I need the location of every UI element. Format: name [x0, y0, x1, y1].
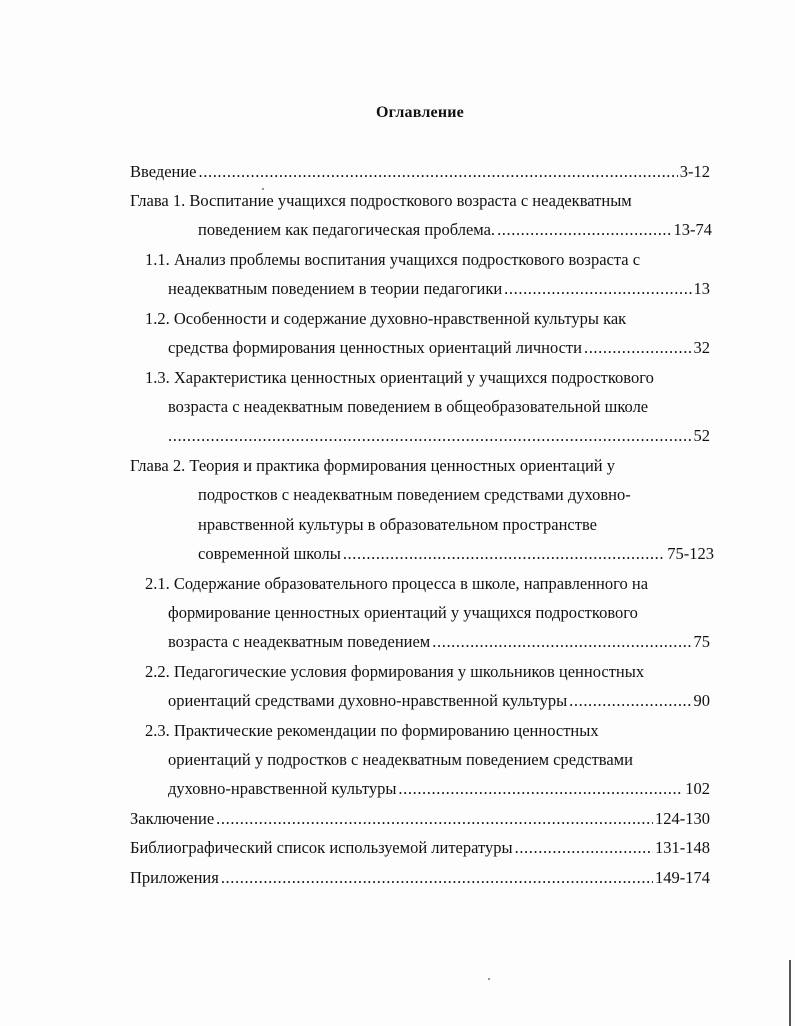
- leader-dots: [584, 336, 692, 360]
- toc-chapter-1-line-1: Глава 1. Воспитание учащихся подросткового возраста с неадекватным: [130, 191, 632, 210]
- page-number: 102: [685, 779, 710, 798]
- leader-dots: [168, 424, 692, 448]
- toc-section-1-2-line-1: 1.2. Особенности и содержание духовно-нравственной культуры как: [145, 309, 627, 328]
- entry-title: Заключение: [130, 809, 215, 828]
- entry-title: поведением как педагогическая проблема.: [198, 220, 496, 239]
- leader-dots: [432, 630, 691, 654]
- toc-section-1-2: [168, 336, 710, 360]
- leader-dots: [216, 807, 653, 831]
- toc-section-2-3-line-1: 2.3. Практические рекомендации по формированию ценностных: [145, 721, 599, 740]
- toc-entry-bibliography: [130, 836, 710, 860]
- page-number: 75-123: [667, 544, 714, 563]
- toc-entry-conclusion: [130, 807, 710, 831]
- page-number: 13: [693, 279, 710, 298]
- toc-section-1-3-line-1: 1.3. Характеристика ценностных ориентаций у учащихся подросткового: [145, 368, 654, 387]
- toc-section-2-1-line-1: 2.1. Содержание образовательного процесса в школе, направленного на: [145, 574, 649, 593]
- toc-chapter-2-line-3: нравственной культуры в образовательном пространстве: [198, 515, 597, 534]
- scan-edge-shadow: [789, 960, 791, 1026]
- leader-dots: [221, 866, 653, 890]
- toc-section-2-2: [168, 689, 710, 713]
- entry-title: неадекватным поведением в теории педагогики: [168, 279, 503, 298]
- scan-speck: [488, 978, 490, 980]
- toc-section-1-1-line-1: 1.1. Анализ проблемы воспитания учащихся подросткового возраста с: [145, 250, 641, 269]
- page-number: 52: [693, 426, 710, 445]
- entry-title: Библиографический список используемой литературы: [130, 838, 513, 857]
- toc-entry-appendix: [130, 866, 710, 890]
- toc-chapter-1: [198, 218, 712, 242]
- page-number: 75: [693, 632, 710, 651]
- page-number: 90: [693, 691, 710, 710]
- entry-title: средства формирования ценностных ориентаций личности: [168, 338, 582, 357]
- toc-section-1-1: [168, 277, 710, 301]
- entry-title: ориентаций средствами духовно-нравственной культуры: [168, 691, 568, 710]
- toc-section-2-1-line-2: формирование ценностных ориентаций у учащихся подросткового: [168, 603, 638, 622]
- toc-section-1-3-line-2: возраста с неадекватным поведением в общеобразовательной школе: [168, 397, 649, 416]
- toc-chapter-2: [198, 542, 714, 566]
- entry-title: духовно-нравственной культуры: [168, 779, 397, 798]
- leader-dots: [199, 160, 678, 184]
- leader-dots: [504, 277, 691, 301]
- entry-title: возраста с неадекватным поведением: [168, 632, 431, 651]
- page-title: Оглавление: [376, 104, 464, 121]
- page-number: 149-174: [655, 868, 710, 887]
- toc-section-2-1: [168, 630, 710, 654]
- page-number: 13-74: [673, 220, 712, 239]
- page-number: 32: [693, 338, 710, 357]
- leader-dots: [515, 836, 653, 860]
- toc-section-1-3: [168, 424, 710, 448]
- leader-dots: [343, 542, 665, 566]
- page-number: 3-12: [679, 162, 710, 181]
- toc-chapter-2-line-1: Глава 2. Теория и практика формирования ценностных ориентаций у: [130, 456, 615, 475]
- leader-dots: [569, 689, 691, 713]
- toc-section-2-3-line-2: ориентаций у подростков с неадекватным поведением средствами: [168, 750, 633, 769]
- entry-title: современной школы: [198, 544, 341, 563]
- scan-speck: [262, 188, 264, 190]
- leader-dots: [398, 777, 683, 801]
- toc-chapter-2-line-2: подростков с неадекватным поведением средствами духовно-: [198, 485, 631, 504]
- entry-title: Приложения: [130, 868, 219, 887]
- toc-entry-intro: [130, 160, 710, 184]
- entry-title: Введение: [130, 162, 197, 181]
- page-number: 124-130: [655, 809, 710, 828]
- page-number: 131-148: [655, 838, 710, 857]
- leader-dots: [497, 218, 671, 242]
- toc-section-2-3: [168, 777, 710, 801]
- toc-section-2-2-line-1: 2.2. Педагогические условия формирования у школьников ценностных: [145, 662, 645, 681]
